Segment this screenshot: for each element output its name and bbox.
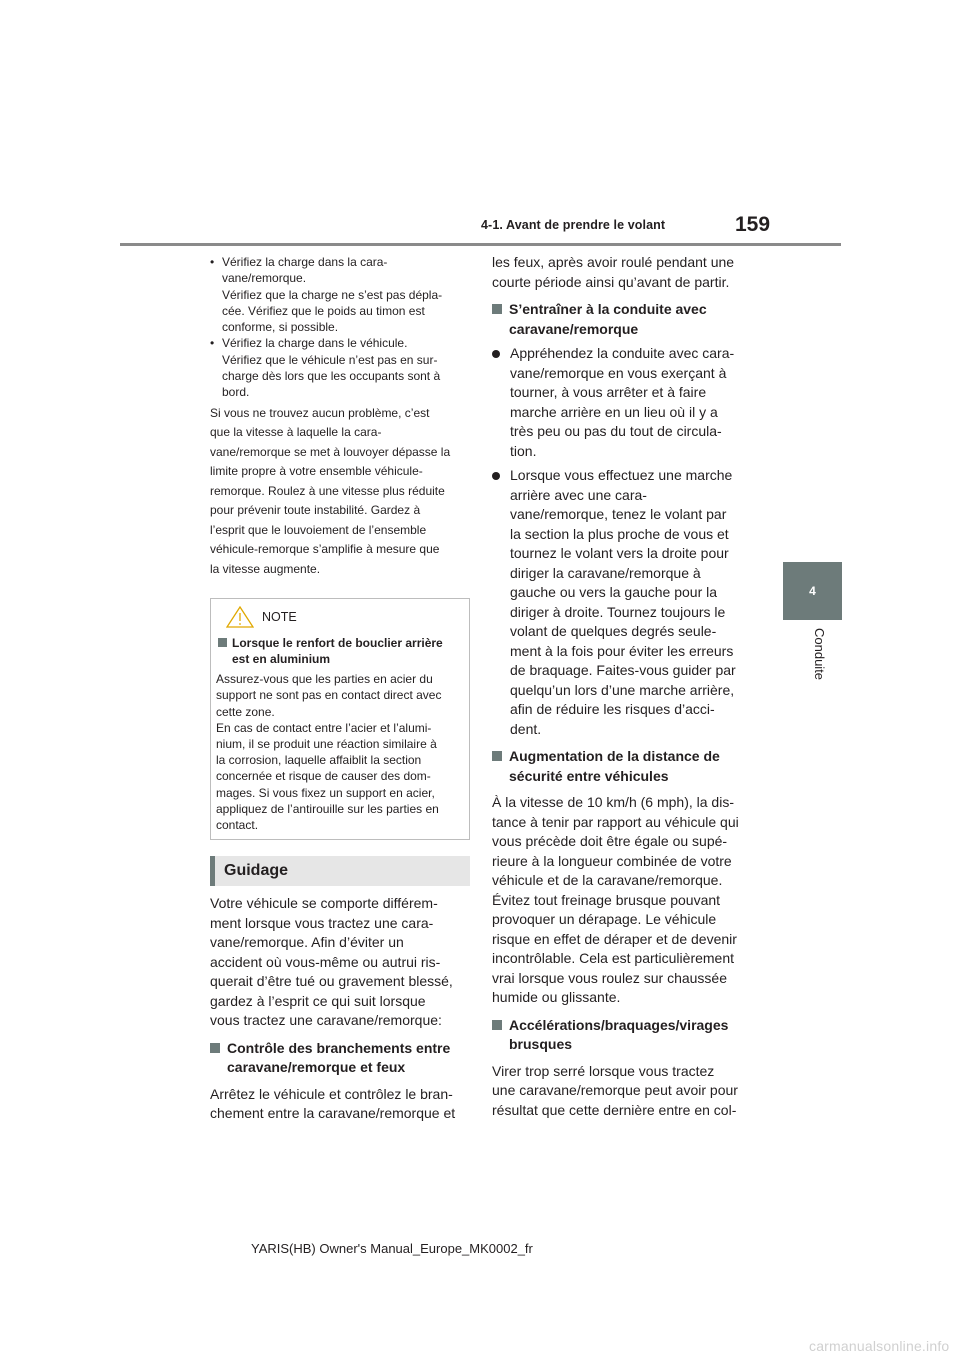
- left-column: [210, 254, 470, 1124]
- list-item-text: Vérifiez la charge dans la cara- vane/remorque. Vérifiez que la charge ne s’est pas dépla- cée. Vérifiez que le poids au timon est conforme, si possible.: [222, 255, 443, 335]
- paragraph-guide-intro: Votre véhicule se comporte différem- ment lorsque vous tractez une cara- vane/remorque. Afin d’éviter un accident où vous-même ou autrui ris- querait d’être tué ou gravement blessé, gardez à l’esprit ce qui suit lorsque vous tractez une caravane/remorque:: [210, 895, 453, 1029]
- watermark: carmanualsonline.info: [809, 1338, 950, 1354]
- note-box: [210, 598, 470, 840]
- list-item: Appréhendez la conduite avec cara- vane/remorque en vous exerçant à tourner, à vous arrêter et à faire marche arrière en un lieu où il y a très peu ou pas du tout de circula- tion.: [492, 344, 750, 461]
- section-title: 4-1. Avant de prendre le volant: [481, 218, 666, 232]
- chapter-number: 4: [809, 584, 816, 598]
- paragraph-stability: Si vous ne trouvez aucun problème, c’est que la vitesse à laquelle la cara- vane/remorque se met à louvoyer dépasse la limite propre à votre ensemble véhicule- remorque. Roulez à une vitesse plus réduite pour prévenir toute instabilité. Gardez à l’esprit que le louvoiement de l’ensemble véhicule-remorque s’amplifie à mesure que la vitesse augmente.: [210, 405, 451, 576]
- note-title: Lorsque le renfort de bouclier arrière est en aluminium: [216, 635, 464, 667]
- paragraph-lights: les feux, après avoir roulé pendant une courte période ainsi qu’avant de partir.: [492, 254, 735, 290]
- heading-distance: Augmentation de la distance de sécurité entre véhicules: [492, 747, 750, 786]
- header-rule: [120, 243, 841, 246]
- page-number: 159: [735, 213, 771, 236]
- heading-practice: S’entraîner à la conduite avec caravane/remorque: [492, 300, 750, 339]
- guide-heading: Guidage: [210, 856, 470, 886]
- heading-sudden-moves: Accélérations/braquages/virages brusques: [492, 1016, 750, 1055]
- right-column: [492, 253, 750, 1120]
- note-label: NOTE: [262, 610, 297, 625]
- paragraph-distance: À la vitesse de 10 km/h (6 mph), la dis- tance à tenir par rapport au véhicule qui vous précède doit être égale ou supé- rieure à la longueur combinée de votre véhicule et de la caravane/remorque. Évitez tout freinage brusque pouvant provoquer un dérapage. Le véhicule risque en effet de déraper et de devenir incontrôlable. Cela est particulièrement vrai lorsque vous roulez sur chaussée humide ou glissante.: [492, 794, 739, 1005]
- list-item-text: Vérifiez la charge dans le véhicule. Vérifiez que le véhicule n’est pas en sur- charge dès lors que les occupants sont à bord.: [222, 336, 441, 400]
- list-item: [210, 335, 470, 400]
- note-header: [216, 605, 464, 629]
- warning-triangle-icon: [226, 606, 254, 628]
- check-list: [210, 254, 470, 401]
- heading-connection-check: Contrôle des branchements entre caravane/remorque et feux: [210, 1039, 470, 1078]
- chapter-label: Conduite: [812, 628, 827, 681]
- list-item: Lorsque vous effectuez une marche arrière avec une cara- vane/remorque, tenez le volant par la section la plus proche de vous et tournez le volant vers la droite pour diriger la caravane/remorque à gauche ou vers la gauche pour la diriger à droite. Tournez toujours le volant de quelques degrés seule- ment à la fois pour éviter les erreurs de braquage. Faites-vous guider par quelqu’un lors d’une marche arrière, afin de réduire les risques d’acci- dent.: [492, 466, 750, 739]
- footer-manual-id: YARIS(HB) Owner's Manual_Europe_MK0002_fr: [251, 1241, 533, 1256]
- chapter-tab[interactable]: [783, 562, 842, 620]
- paragraph-sudden-moves: Virer trop serré lorsque vous tractez une caravane/remorque peut avoir pour résultat que cette dernière entre en col-: [492, 1062, 738, 1118]
- list-item: [210, 254, 470, 335]
- paragraph-connection: Arrêtez le véhicule et contrôlez le bran- chement entre la caravane/remorque et: [210, 1085, 456, 1122]
- note-text: Assurez-vous que les parties en acier du support ne sont pas en contact direct avec cette zone. En cas de contact entre l’acier et l’alumi- nium, il se produit une réaction similaire à la corrosion, laquelle affaiblit la section concernée et risque de causer des dom- mages. Si vous fixez un support en acier, appliquez de l’antirouille sur les parties en contact.: [216, 672, 442, 832]
